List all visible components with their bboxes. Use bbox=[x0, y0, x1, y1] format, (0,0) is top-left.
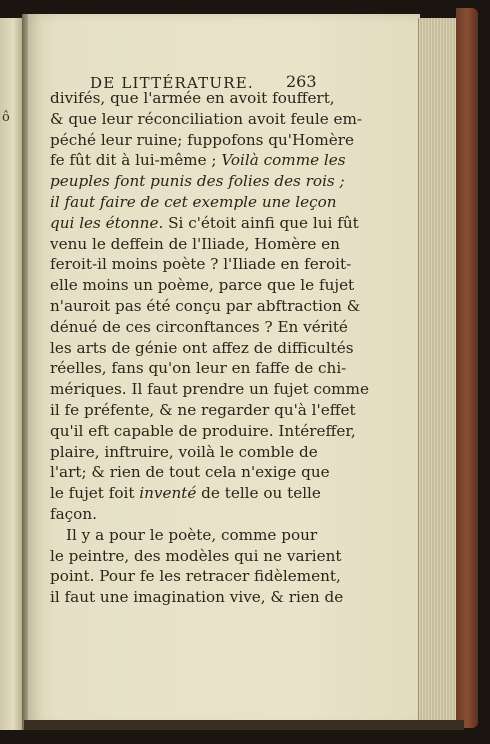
text-line bbox=[50, 171, 345, 192]
text-segment: qu'il eft capable de produire. Intéreffer, bbox=[50, 421, 356, 440]
text-segment: fe fût dit à lui-même ; bbox=[50, 151, 222, 170]
text-line bbox=[50, 254, 352, 275]
italic-text: qui les étonne bbox=[50, 213, 159, 232]
text-line bbox=[50, 213, 359, 234]
text-line bbox=[50, 88, 335, 109]
text-line bbox=[50, 358, 347, 379]
text-segment: feroit-il moins poète ? l'Iliade en feroit- bbox=[50, 255, 352, 274]
text-segment: le peintre, des modèles qui ne varient bbox=[50, 546, 342, 565]
text-line bbox=[50, 296, 361, 317]
text-segment: divifés, que l'armée en avoit fouffert, bbox=[50, 89, 335, 107]
text-line bbox=[50, 400, 356, 421]
text-line bbox=[50, 442, 328, 463]
text-segment: plaire, inftruire, voilà le comble de bbox=[50, 442, 318, 461]
text-line bbox=[50, 275, 355, 296]
text-line bbox=[50, 150, 346, 171]
text-line bbox=[50, 109, 363, 130]
text-line bbox=[50, 130, 355, 151]
body-text bbox=[50, 88, 369, 608]
text-line bbox=[50, 587, 344, 608]
text-segment: venu le deffein de l'Iliade, Homère en bbox=[50, 234, 340, 253]
text-segment: le fujet foit bbox=[50, 484, 140, 503]
text-segment: elle moins un poème, parce que le fujet bbox=[50, 276, 355, 295]
italic-text: il faut faire de cet exemple une leçon bbox=[50, 192, 337, 211]
facing-page-edge bbox=[0, 18, 23, 730]
text-line bbox=[50, 546, 342, 567]
text-segment: de telle ou telle bbox=[196, 484, 321, 503]
text-segment: péché leur ruine; fuppofons qu'Homère bbox=[50, 130, 355, 149]
text-line bbox=[50, 462, 328, 483]
text-line bbox=[50, 317, 348, 338]
text-segment: dénué de ces circonftances ? En vérité bbox=[50, 317, 348, 336]
text-line bbox=[50, 234, 340, 255]
text-segment: Il y a pour le poète, comme pour bbox=[66, 525, 318, 544]
text-line bbox=[50, 504, 328, 525]
text-line bbox=[50, 525, 328, 546]
italic-text: Voilà comme les bbox=[221, 151, 346, 170]
italic-text: inventé bbox=[139, 484, 197, 503]
bottom-edge bbox=[24, 720, 464, 730]
book-cover bbox=[456, 8, 478, 728]
text-line bbox=[50, 192, 337, 213]
text-line bbox=[50, 566, 341, 587]
page-number: 263 bbox=[286, 72, 317, 91]
text-segment: & que leur réconciliation avoit feule em- bbox=[50, 109, 363, 128]
text-segment: réelles, fans qu'on leur en faffe de chi- bbox=[50, 359, 347, 378]
facing-page-fragment: ô bbox=[2, 110, 10, 125]
text-segment: il fe préfente, & ne regarder qu'à l'effet bbox=[50, 400, 356, 419]
page-edges bbox=[418, 18, 459, 722]
text-segment: . Si c'étoit ainfi que lui fût bbox=[158, 213, 359, 232]
text-line bbox=[50, 421, 356, 442]
text-segment: les arts de génie ont affez de difficultés bbox=[50, 338, 354, 357]
italic-text: peuples font punis des folies des rois ; bbox=[50, 172, 345, 191]
text-line bbox=[50, 338, 354, 359]
text-segment: point. Pour fe les retracer fidèlement, bbox=[50, 567, 341, 586]
text-segment: il faut une imagination vive, & rien de bbox=[50, 588, 344, 607]
text-segment: l'art; & rien de tout cela n'exige que bbox=[50, 463, 330, 482]
running-title: DE LITTÉRATURE. bbox=[90, 74, 254, 92]
text-segment: façon. bbox=[50, 504, 97, 523]
text-segment: mériques. Il faut prendre un fujet comme bbox=[50, 380, 369, 399]
text-line bbox=[50, 483, 328, 504]
text-segment: n'auroit pas été conçu par abftraction & bbox=[50, 296, 361, 315]
text-line bbox=[50, 379, 369, 400]
